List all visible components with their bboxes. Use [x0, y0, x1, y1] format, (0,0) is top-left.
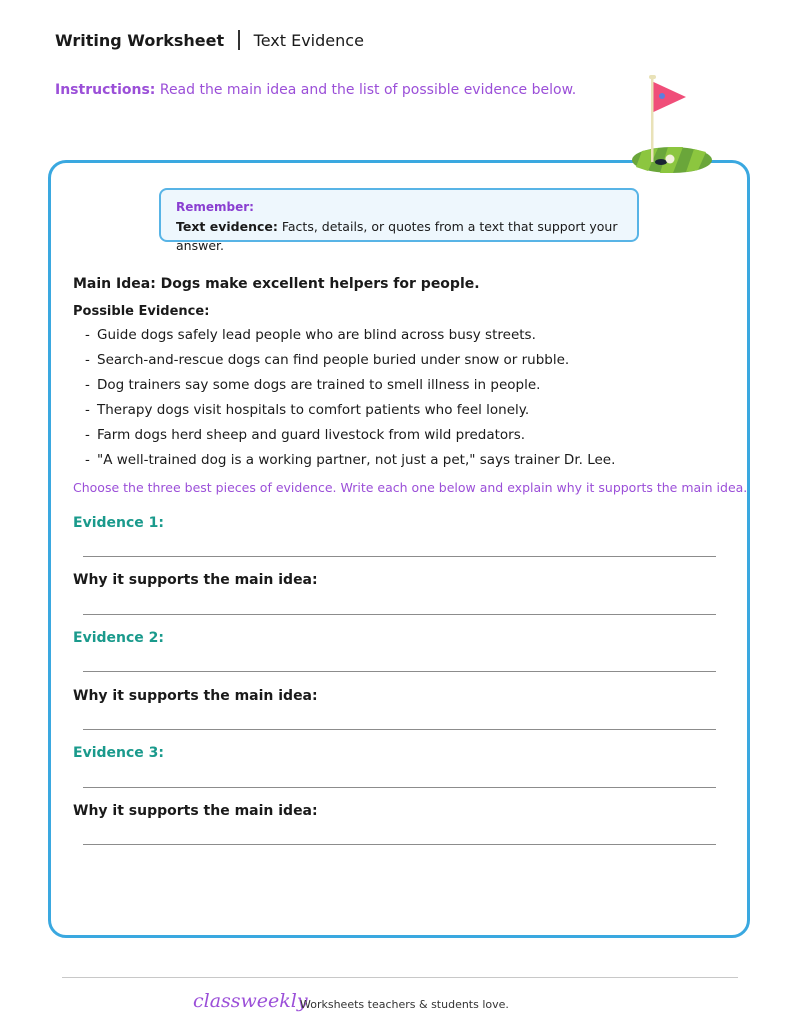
- why-3-writing-line[interactable]: [83, 844, 716, 845]
- footer-divider: [62, 977, 738, 978]
- evidence-item-text: Guide dogs safely lead people who are blind across busy streets.: [97, 327, 536, 343]
- evidence-item: [85, 425, 615, 450]
- remember-term: Text evidence:: [176, 219, 278, 234]
- evidence-item: [85, 350, 615, 375]
- dash-bullet: -: [85, 352, 90, 368]
- instructions: [55, 82, 576, 98]
- main-idea: Main Idea: Dogs make excellent helpers for people.: [73, 276, 480, 292]
- why-1-label: Why it supports the main idea:: [73, 572, 318, 588]
- why-2-writing-line[interactable]: [83, 729, 716, 730]
- dash-bullet: -: [85, 427, 90, 443]
- evidence-2-writing-line[interactable]: [83, 671, 716, 672]
- evidence-item-text: Search-and-rescue dogs can find people buried under snow or rubble.: [97, 352, 570, 368]
- evidence-item-text: "A well-trained dog is a working partner, not just a pet," says trainer Dr. Lee.: [97, 452, 616, 468]
- remember-box: [159, 188, 639, 253]
- evidence-item-text: Therapy dogs visit hospitals to comfort patients who feel lonely.: [97, 402, 530, 418]
- dash-bullet: -: [85, 377, 90, 393]
- dash-bullet: -: [85, 452, 90, 468]
- footer-tagline: Worksheets teachers & students love.: [300, 998, 509, 1011]
- evidence-item-text: Farm dogs herd sheep and guard livestock from wild predators.: [97, 427, 526, 443]
- possible-evidence-list: [85, 325, 615, 475]
- evidence-3-label: Evidence 3:: [73, 745, 164, 761]
- evidence-1-label: Evidence 1:: [73, 515, 164, 531]
- choose-instruction: Choose the three best pieces of evidence. Write each one below and explain why it supports the main idea.: [73, 480, 748, 495]
- evidence-2-label: Evidence 2:: [73, 630, 164, 646]
- worksheet-subtitle: Text Evidence: [253, 30, 364, 50]
- evidence-1-writing-line[interactable]: [83, 556, 716, 557]
- worksheet-header: [55, 28, 364, 52]
- evidence-item: [85, 375, 615, 400]
- classweekly-logo: classweekly: [193, 990, 308, 1012]
- dash-bullet: -: [85, 327, 90, 343]
- why-1-writing-line[interactable]: [83, 614, 716, 615]
- evidence-item: [85, 400, 615, 425]
- evidence-item: [85, 325, 615, 350]
- remember-title: Remember:: [176, 200, 254, 214]
- why-3-label: Why it supports the main idea:: [73, 803, 318, 819]
- why-2-label: Why it supports the main idea:: [73, 688, 318, 704]
- evidence-3-writing-line[interactable]: [83, 787, 716, 788]
- possible-evidence-label: Possible Evidence:: [73, 304, 210, 319]
- golf-flag-icon: [628, 72, 718, 182]
- evidence-item-text: Dog trainers say some dogs are trained to smell illness in people.: [97, 377, 541, 393]
- worksheet-title: Writing Worksheet: [55, 30, 225, 50]
- instructions-label: Instructions:: [55, 82, 156, 98]
- remember-definition-line: [176, 217, 622, 255]
- evidence-item: [85, 450, 615, 475]
- instructions-text: Read the main idea and the list of possible evidence below.: [159, 82, 577, 98]
- remember-definition: Facts, details, or quotes from a text that support your answer.: [176, 219, 618, 253]
- header-divider: [238, 30, 240, 50]
- dash-bullet: -: [85, 402, 90, 418]
